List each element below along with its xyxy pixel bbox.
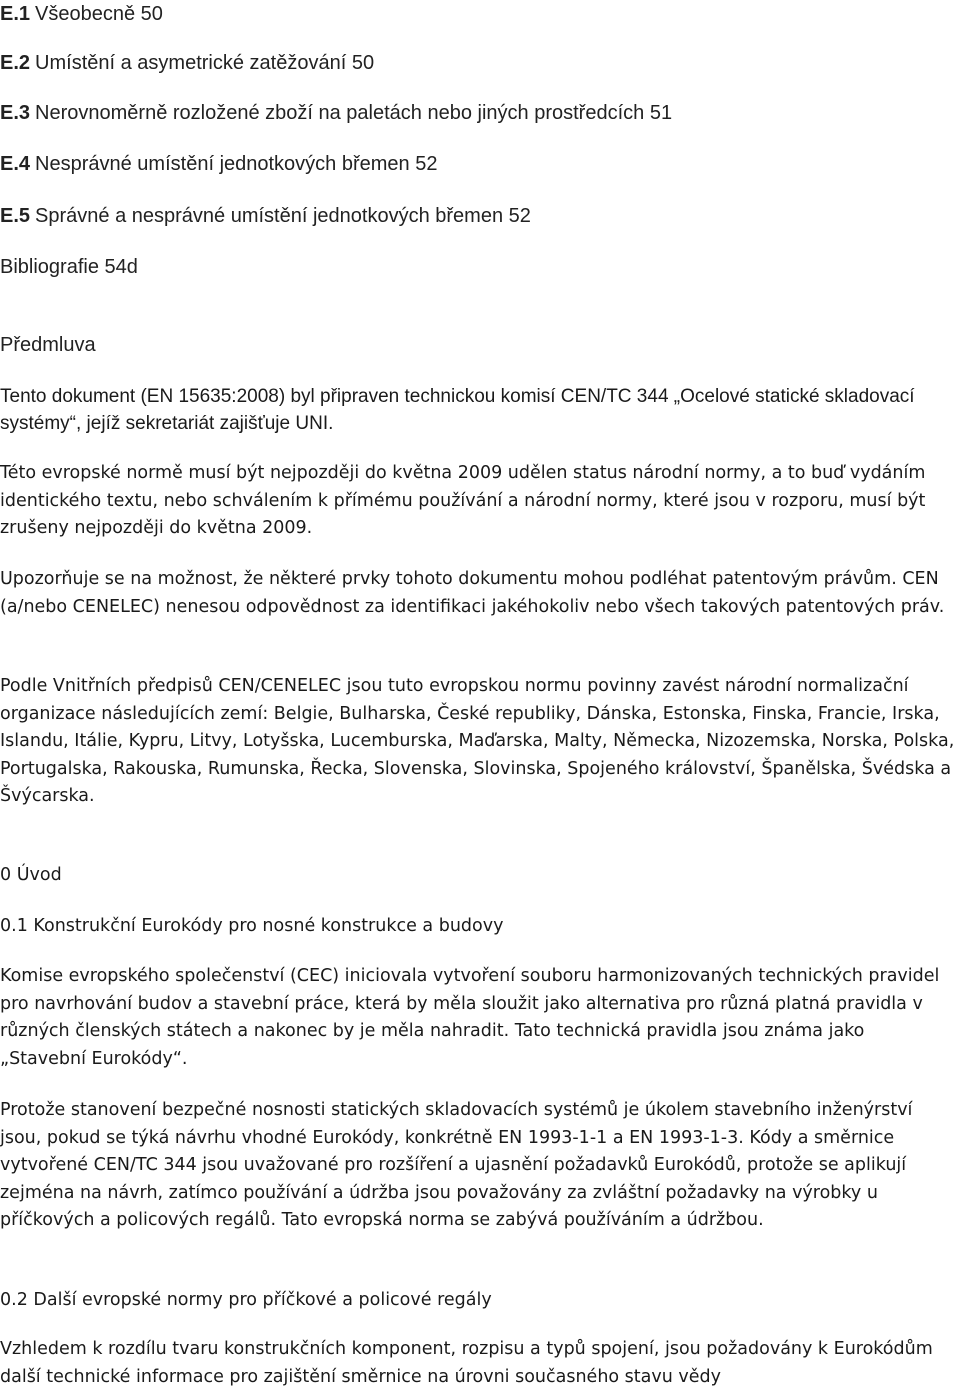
toc-entry-number: E.1	[0, 3, 31, 25]
toc-entry-number: E.5	[0, 205, 31, 227]
toc-entry-number: E.4	[0, 153, 31, 175]
toc-entry-text: Všeobecně 50	[35, 3, 163, 25]
toc-entry[interactable]	[0, 2, 163, 26]
section-0-2-heading: 0.2 Další evropské normy pro příčkové a policové regály	[0, 1290, 492, 1310]
section-0-1-paragraph-1: Komise evropského společenství (CEC) iniciovala vytvoření souboru harmonizovaných technických pravidel pro navrhování budov a stavební práce, která by měla sloužit jako alternativa pro různá platná pravidla v různých členských státech a nakonec by je měla nahradit. Tato technická pravidla jsou známa jako „Stavební Eurokódy“.	[0, 966, 940, 1069]
toc-entry-text: Umístění a asymetrické zatěžování 50	[35, 52, 375, 74]
foreword-heading: Předmluva	[0, 334, 96, 356]
toc-entry-number: E.2	[0, 52, 31, 74]
section-0-1-paragraph-2: Protože stanovení bezpečné nosnosti statických skladovacích systémů je úkolem stavebního inženýrství jsou, pokud se týká návrhu vhodné Eurokódy, konkrétně EN 1993-1-1 a EN 1993-1-3. Kódy a směrnice vytvořené CEN/TC 344 jsou uvažované pro rozšíření a ujasnění požadavků Eurokódů, protože se aplikují zejména na návrh, zatímco používání a údržba jsou považovány za zvláštní požadavky na výrobky u příčkových a policových regálů. Tato evropská norma se zabývá používáním a údržbou.	[0, 1100, 913, 1231]
toc-entry-number: E.3	[0, 102, 31, 124]
foreword-paragraph-3: Upozorňuje se na možnost, že některé prvky tohoto dokumentu mohou podléhat patentovým právům. CEN (a/nebo CENELEC) nenesou odpovědnost za identifikaci jakéhokoliv nebo všech takových patentových práv.	[0, 569, 945, 617]
toc-entry-text: Správné a nesprávné umístění jednotkových břemen 52	[35, 205, 531, 227]
foreword-paragraph-2: Této evropské normě musí být nejpozději do května 2009 udělen status národní normy, a to buď vydáním identického textu, nebo schválením k přímému používání a národní normy, které jsou v rozporu, musí být zrušeny nejpozději do května 2009.	[0, 463, 926, 539]
introduction-heading: 0 Úvod	[0, 865, 62, 885]
section-0-1-heading: 0.1 Konstrukční Eurokódy pro nosné konstrukce a budovy	[0, 916, 504, 936]
toc-entry-text: Nerovnoměrně rozložené zboží na paletách nebo jiných prostředcích 51	[35, 102, 673, 124]
toc-entry[interactable]	[0, 152, 437, 176]
toc-bibliography[interactable]: Bibliografie 54d	[0, 256, 138, 278]
foreword-paragraph-4: Podle Vnitřních předpisů CEN/CENELEC jsou tuto evropskou normu povinny zavést národní normalizační organizace následujících zemí: Belgie, Bulharska, České republiky, Dánska, Estonska, Finska, Francie, Irska, Islandu, Itálie, Kypru, Litvy, Lotyšska, Lucemburska, Maďarska, Malty, Německa, Nizozemska, Norska, Polska, Portugalska, Rakouska, Rumunska, Řecka, Slovenska, Slovinska, Spojeného království, Španělska, Švédska a Švýcarska.	[0, 676, 955, 807]
foreword-paragraph-1: Tento dokument (EN 15635:2008) byl připraven technickou komisí CEN/TC 344 „Ocelové statické skladovací systémy“, jejíž sekretariát zajišťuje UNI.	[0, 386, 915, 434]
toc-entry[interactable]	[0, 101, 672, 125]
toc-entry[interactable]	[0, 51, 374, 75]
toc-entry[interactable]	[0, 204, 531, 228]
toc-entry-text: Nesprávné umístění jednotkových břemen 52	[35, 153, 438, 175]
section-0-2-paragraph-1: Vzhledem k rozdílu tvaru konstrukčních komponent, rozpisu a typů spojení, jsou požadovány k Eurokódům další technické informace pro zajištění směrnice na úrovni současného stavu vědy	[0, 1339, 933, 1387]
